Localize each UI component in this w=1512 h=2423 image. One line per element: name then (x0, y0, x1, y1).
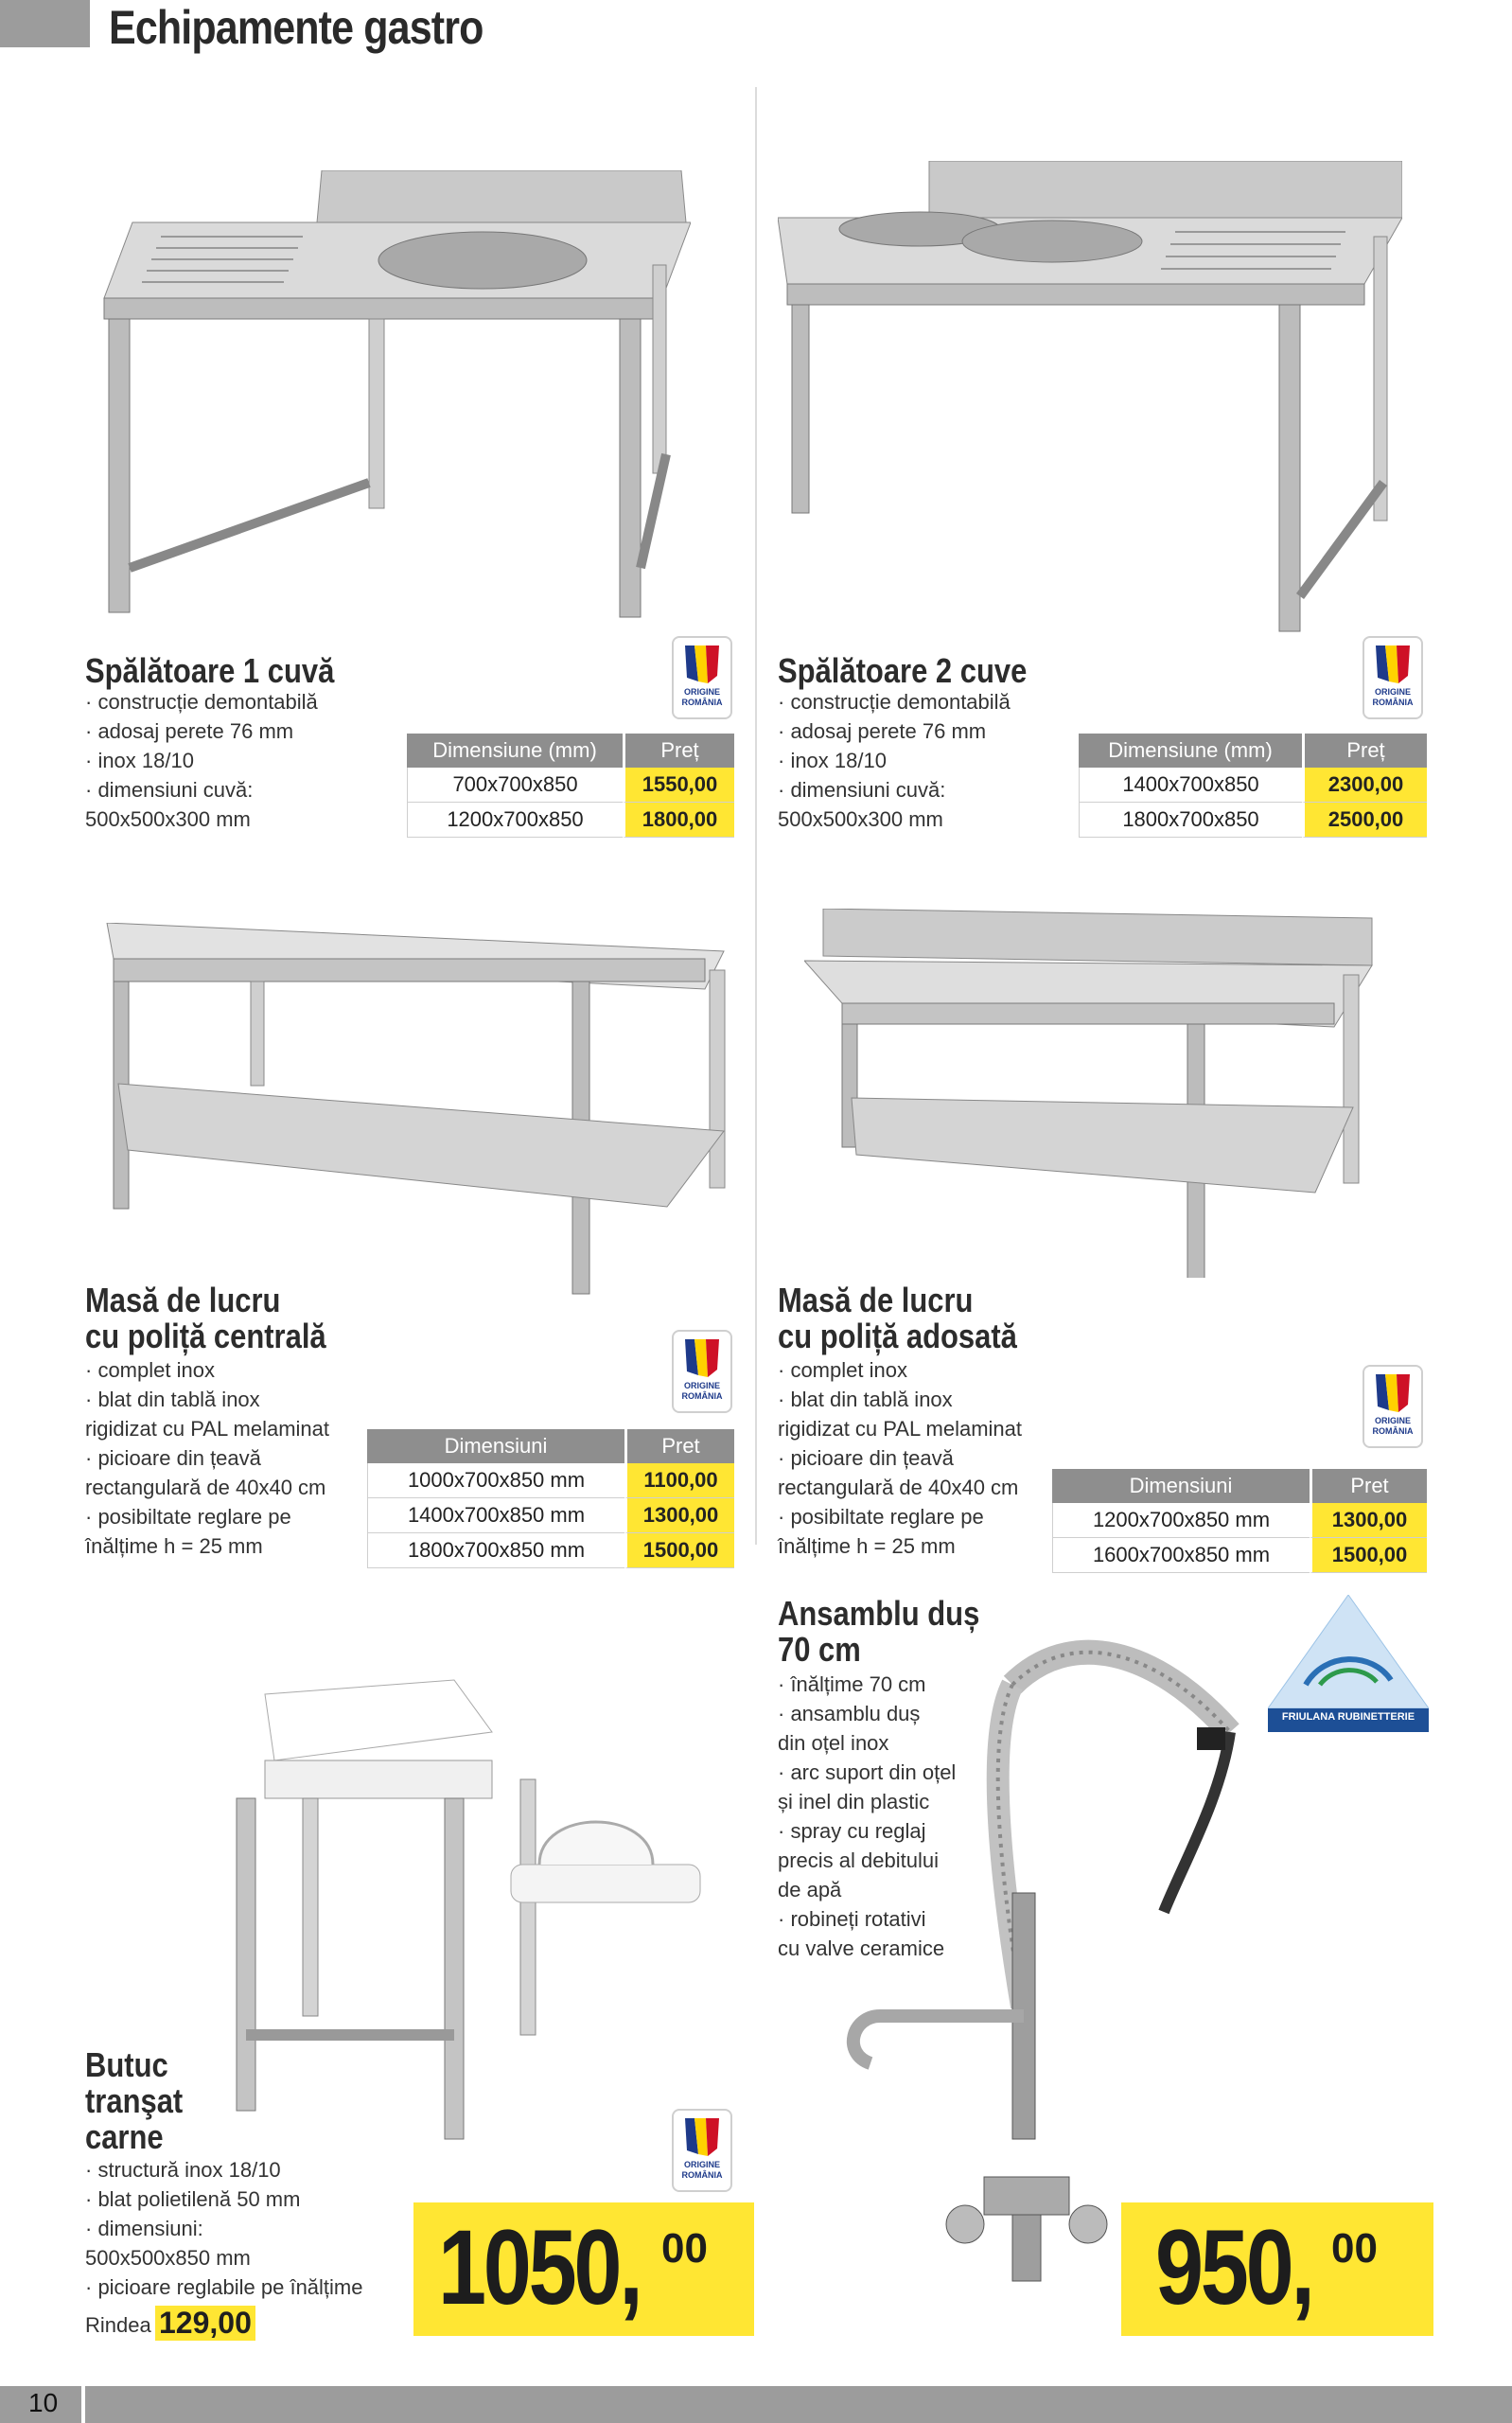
feature-item: · picioare din țeavă (778, 1446, 954, 1470)
brand-label: FRIULANA RUBINETTERIE (1281, 1711, 1415, 1723)
table-row (367, 1463, 734, 1498)
product-title-line: Ansamblu duș (778, 1594, 980, 1633)
product-title-line: Masă de lucru (778, 1281, 974, 1319)
feature-item: precis al debitului (778, 1848, 939, 1872)
price-cell: 1300,00 (1310, 1503, 1427, 1538)
work-table-central-image (99, 923, 733, 1330)
feature-item: · dimensiuni: (85, 2217, 203, 2240)
price-cell: 1550,00 (623, 768, 734, 803)
feature-list (85, 1355, 329, 1561)
dimension-cell: 1800x700x850 (1079, 803, 1302, 838)
table-row (407, 768, 734, 803)
feature-list (778, 1355, 1022, 1561)
shower-assembly-image (823, 1609, 1258, 2290)
dimension-cell: 1600x700x850 mm (1052, 1538, 1310, 1573)
price-integer: 950, (1155, 2208, 1312, 2326)
feature-item: · adosaj perete 76 mm (778, 719, 987, 743)
product-title: Spălătoare 2 cuve (778, 651, 1028, 690)
table-header-price: Pret (624, 1429, 734, 1463)
product-title (85, 1282, 326, 1354)
feature-list (85, 687, 318, 834)
feature-item: și inel din plastic (778, 1790, 930, 1813)
feature-item: · posibiltate reglare pe (85, 1505, 291, 1529)
badge-line-1: ORIGINE (683, 2160, 720, 2169)
price-integer: 1050, (438, 2208, 641, 2326)
feature-item: · arc suport din oțel (778, 1760, 957, 1784)
price-cell: 2300,00 (1302, 768, 1427, 803)
feature-item: rectangulară de 40x40 cm (85, 1476, 326, 1499)
price-cell: 2500,00 (1302, 803, 1427, 838)
romania-flag-icon (1372, 1372, 1414, 1414)
table-header-price: Preț (623, 734, 734, 768)
product-title-line: cu poliță adosată (778, 1317, 1017, 1355)
feature-item: · robineți rotativi (778, 1907, 926, 1931)
feature-item: rigidizat cu PAL melaminat (778, 1417, 1022, 1441)
work-table-adosat-image (804, 909, 1381, 1278)
feature-item: · picioare reglabile pe înălțime (85, 2275, 363, 2299)
feature-item: · ansamblu duș (778, 1702, 921, 1725)
price-cell: 1800,00 (623, 803, 734, 838)
price-table (1052, 1469, 1427, 1573)
product-title (778, 1282, 1017, 1354)
feature-item: · complet inox (85, 1358, 215, 1382)
feature-item: din oțel inox (778, 1731, 889, 1755)
feature-item: înălțime h = 25 mm (85, 1534, 263, 1558)
price-cell: 1500,00 (624, 1533, 734, 1568)
price-cell: 1300,00 (624, 1498, 734, 1533)
table-header-price: Preț (1302, 734, 1427, 768)
price-table (1079, 734, 1427, 838)
price-cell: 1100,00 (624, 1463, 734, 1498)
page-number: 10 (28, 2388, 59, 2417)
feature-item: rectangulară de 40x40 cm (778, 1476, 1019, 1499)
feature-item: · structură inox 18/10 (85, 2158, 281, 2182)
origin-romania-badge (672, 2109, 732, 2192)
product-title: Spălătoare 1 cuvă (85, 651, 335, 690)
feature-item: · dimensiuni cuvă: (85, 778, 254, 802)
feature-item: · picioare din țeavă (85, 1446, 261, 1470)
feature-item: 500x500x850 mm (85, 2246, 251, 2270)
price-table (407, 734, 734, 838)
dimension-cell: 1800x700x850 mm (367, 1533, 624, 1568)
origin-romania-badge (672, 636, 732, 719)
dimension-cell: 1200x700x850 mm (1052, 1503, 1310, 1538)
table-row (1079, 803, 1427, 838)
badge-line-2: ROMÂNIA (681, 698, 723, 707)
sink-1-image (85, 170, 691, 644)
price-decimals: 00 (661, 2225, 708, 2272)
origin-romania-badge (1363, 636, 1423, 719)
badge-line-2: ROMÂNIA (681, 2170, 723, 2180)
table-header-dimension: Dimensiuni (1052, 1469, 1310, 1503)
feature-item: · spray cu reglaj (778, 1819, 926, 1843)
feature-item: 500x500x300 mm (778, 807, 943, 831)
feature-item: 500x500x300 mm (85, 807, 251, 831)
table-header-dimension: Dimensiune (mm) (407, 734, 623, 768)
product-title-line: Masă de lucru (85, 1281, 281, 1319)
feature-item: rigidizat cu PAL melaminat (85, 1417, 329, 1441)
feature-item: · adosaj perete 76 mm (85, 719, 294, 743)
origin-romania-badge (1363, 1365, 1423, 1448)
feature-item: · blat polietilenă 50 mm (85, 2187, 301, 2211)
romania-flag-icon (1372, 644, 1414, 685)
badge-line-1: ORIGINE (683, 687, 720, 697)
origin-romania-badge (672, 1330, 732, 1413)
sink-2-image (778, 161, 1402, 653)
table-row (1052, 1503, 1427, 1538)
dimension-cell: 1200x700x850 (407, 803, 623, 838)
feature-item: · complet inox (778, 1358, 907, 1382)
butcher-block-image (218, 1637, 710, 2149)
feature-item: de apă (778, 1878, 842, 1901)
feature-item: · posibiltate reglare pe (778, 1505, 984, 1529)
table-header-dimension: Dimensiuni (367, 1429, 624, 1463)
price-box (413, 2202, 754, 2336)
page-title: Echipamente gastro (109, 1, 483, 54)
dimension-cell: 1400x700x850 mm (367, 1498, 624, 1533)
feature-item: · construcție demontabilă (85, 690, 318, 714)
badge-line-1: ORIGINE (1374, 1416, 1411, 1425)
dimension-cell: 1000x700x850 mm (367, 1463, 624, 1498)
feature-item: · blat din tablă inox (778, 1388, 953, 1411)
price-decimals: 00 (1331, 2225, 1378, 2272)
feature-item: · blat din tablă inox (85, 1388, 260, 1411)
feature-item: · înălțime 70 cm (778, 1672, 926, 1696)
feature-list (85, 2155, 363, 2302)
badge-line-2: ROMÂNIA (1372, 1426, 1414, 1436)
romania-flag-icon (681, 644, 723, 685)
header-block (0, 0, 90, 47)
romania-flag-icon (681, 1337, 723, 1379)
price-table (367, 1429, 734, 1568)
footer-bar (85, 2386, 1512, 2423)
product-title (85, 2047, 183, 2155)
price-box (1121, 2202, 1433, 2336)
feature-item: · construcție demontabilă (778, 690, 1011, 714)
price-cell: 1500,00 (1310, 1538, 1427, 1573)
table-row (367, 1533, 734, 1568)
badge-line-2: ROMÂNIA (1372, 698, 1414, 707)
romania-flag-icon (681, 2116, 723, 2158)
dimension-cell: 700x700x850 (407, 768, 623, 803)
product-title-line: Butuc (85, 2045, 168, 2084)
badge-line-1: ORIGINE (683, 1381, 720, 1390)
table-header-dimension: Dimensiune (mm) (1079, 734, 1302, 768)
feature-item: · inox 18/10 (778, 749, 887, 772)
feature-item: cu valve ceramice (778, 1937, 945, 1960)
feature-item: · inox 18/10 (85, 749, 194, 772)
dimension-cell: 1400x700x850 (1079, 768, 1302, 803)
product-title-line: carne (85, 2117, 164, 2156)
column-divider (755, 87, 757, 1545)
rindea-price: 129,00 (155, 2306, 255, 2341)
badge-line-1: ORIGINE (1374, 687, 1411, 697)
rindea-label: Rindea (85, 2313, 151, 2337)
feature-item: · dimensiuni cuvă: (778, 778, 946, 802)
badge-line-2: ROMÂNIA (681, 1391, 723, 1401)
table-header-price: Pret (1310, 1469, 1427, 1503)
feature-list (778, 687, 1011, 834)
table-row (1052, 1538, 1427, 1573)
product-title-line: tranşat (85, 2081, 184, 2120)
table-row (367, 1498, 734, 1533)
product-title-line: 70 cm (778, 1630, 861, 1669)
table-row (1079, 768, 1427, 803)
feature-item: înălțime h = 25 mm (778, 1534, 956, 1558)
product-title-line: cu poliță centrală (85, 1317, 326, 1355)
table-row (407, 803, 734, 838)
